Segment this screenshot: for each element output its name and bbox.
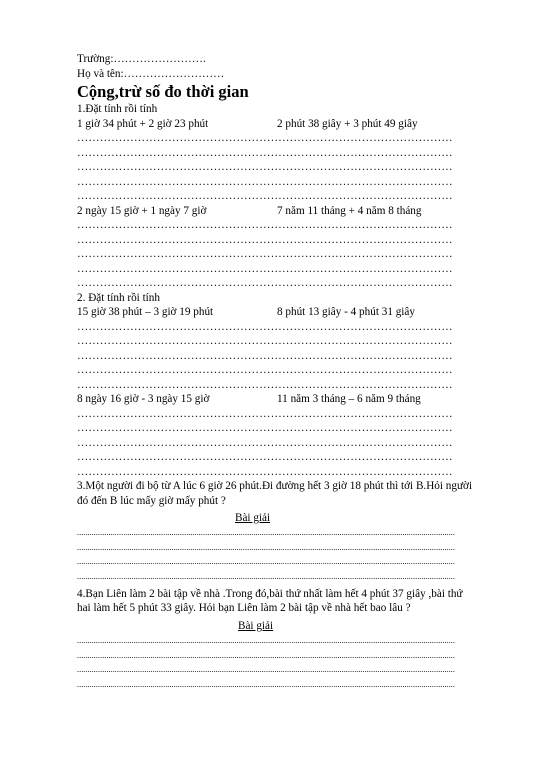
section2-row2 (77, 392, 485, 407)
problem4-text: 4.Bạn Liên làm 2 bài tập về nhà .Trong đó,bài thứ nhất làm hết 4 phút 37 giây ,bài thứ hai làm hết 5 phút 33 giây. Hỏi bạn Liên làm 2 bài tập về nhà hết bao lâu ? (77, 587, 463, 615)
s1-r1-left: 1 giờ 34 phút + 2 giờ 23 phút (77, 117, 209, 130)
answer-line: ……………………………………………………………………………………… (77, 132, 453, 144)
worksheet (77, 52, 485, 693)
problem3-text: 3.Một người đi bộ từ A lúc 6 giờ 26 phút.Đi đường hết 3 giờ 18 phút thì tới B.Hỏi người đó đến B lúc mấy giờ mấy phút ? (77, 480, 473, 507)
answer-line: ……………………………………………………………………………………… (77, 262, 453, 275)
answer-line: ……………………………………………………………………………………… (77, 175, 453, 188)
s2-r2-right: 11 năm 3 tháng – 6 năm 9 tháng (277, 393, 421, 405)
answer-line: ……………………………………………………………………………………… (77, 233, 453, 246)
school-field: Trường:……………………. (77, 53, 206, 65)
answer-line: ……………………………………………………………………………………… (77, 378, 453, 391)
page-title: Cộng,trừ số đo thời gian (77, 82, 249, 101)
section2-row1 (77, 305, 485, 320)
problem3-solution-label: Bài giải (235, 512, 271, 524)
s2-r1-right: 8 phút 13 giây - 4 phút 31 giây (277, 306, 415, 318)
section1-row1 (77, 117, 485, 132)
section1-heading: 1.Đặt tính rồi tính (77, 103, 158, 115)
solution-line: .................................................................................................................................................................................... (77, 572, 455, 582)
s2-r2-left: 8 ngày 16 giờ - 3 ngày 15 giờ (77, 393, 210, 405)
answer-line: ……………………………………………………………………………………… (77, 349, 453, 362)
section2-heading: 2. Đặt tính rồi tính (77, 291, 160, 304)
solution-line: .................................................................................................................................................................................... (77, 650, 455, 660)
answer-line: ……………………………………………………………………………………… (77, 422, 453, 434)
problem4-solution-label: Bài giải (238, 619, 274, 632)
s1-r2-right: 7 năm 11 tháng + 4 năm 8 tháng (277, 204, 422, 217)
section1-row2 (77, 204, 485, 219)
answer-line: ……………………………………………………………………………………… (77, 146, 453, 159)
s2-r1-left: 15 giờ 38 phút – 3 giờ 19 phút (77, 306, 214, 318)
answer-line: ……………………………………………………………………………………… (77, 407, 453, 420)
answer-line: ……………………………………………………………………………………… (77, 277, 453, 289)
answer-line: ……………………………………………………………………………………… (77, 436, 453, 449)
s1-r2-left: 2 ngày 15 giờ + 1 ngày 7 giờ (77, 204, 207, 217)
name-field: Họ và tên:……………………… (77, 67, 225, 80)
solution-line: .................................................................................................................................................................................... (77, 665, 455, 675)
answer-line: ……………………………………………………………………………………… (77, 161, 453, 173)
answer-line: ……………………………………………………………………………………… (77, 451, 453, 463)
solution-line: .................................................................................................................................................................................... (77, 542, 455, 552)
solution-line: .................................................................................................................................................................................... (77, 635, 455, 645)
solution-line: .................................................................................................................................................................................... (77, 557, 455, 567)
answer-line: ……………………………………………………………………………………… (77, 219, 453, 231)
answer-line: ……………………………………………………………………………………… (77, 190, 453, 202)
answer-line: ……………………………………………………………………………………… (77, 320, 453, 333)
answer-line: ……………………………………………………………………………………… (77, 364, 453, 376)
s1-r1-right: 2 phút 38 giây + 3 phút 49 giây (277, 117, 418, 130)
answer-line: ……………………………………………………………………………………… (77, 248, 453, 260)
answer-line: ……………………………………………………………………………………… (77, 465, 453, 478)
solution-line: .................................................................................................................................................................................... (77, 679, 455, 689)
answer-line: ……………………………………………………………………………………… (77, 335, 453, 347)
solution-line: .................................................................................................................................................................................... (77, 528, 455, 537)
